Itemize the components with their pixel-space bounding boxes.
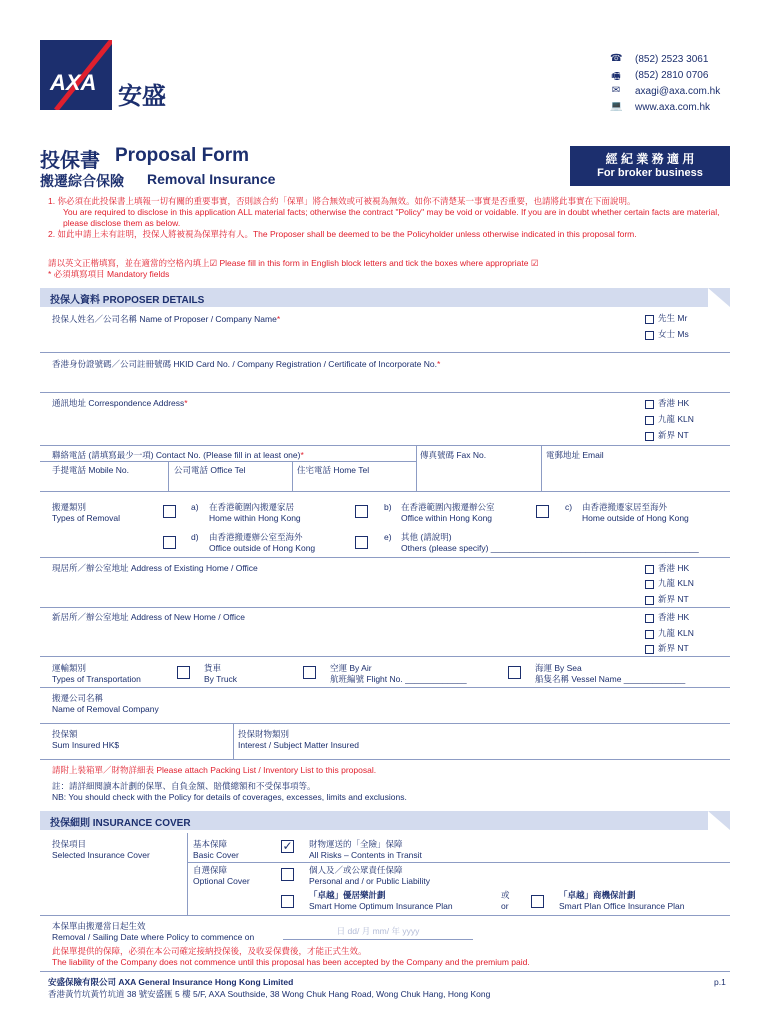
removal-d-en: Office outside of Hong Kong [209, 543, 316, 553]
divider [40, 557, 730, 558]
truck-cn: 貨車 [204, 663, 222, 673]
removal-type-cn: 搬遷類別 [52, 502, 87, 512]
transport-en: Types of Transportation [52, 674, 141, 684]
divider [40, 445, 730, 446]
page-number: p.1 [714, 977, 726, 987]
removal-company-en: Name of Removal Company [52, 704, 159, 714]
divider [40, 687, 730, 688]
addr-kln-checkbox[interactable] [645, 416, 654, 425]
divider [40, 491, 730, 492]
nb-en: NB: You should check with the Policy for details of coverages, excesses, limits and exclusions. [52, 792, 407, 802]
removal-a-en: Home within Hong Kong [209, 513, 301, 523]
optional-cover-cn: 自選保障 [193, 865, 228, 875]
removal-type-en: Types of Removal [52, 513, 121, 523]
commence-cn: 本保單由搬遷當日起生效 [52, 921, 146, 931]
existing-address-label: 現居所／辦公室地址 Address of Existing Home / Office [52, 563, 258, 573]
truck-checkbox[interactable] [177, 666, 190, 679]
existing-nt-checkbox[interactable] [645, 596, 654, 605]
removal-c-checkbox[interactable] [536, 505, 549, 518]
removal-company-cn: 搬遷公司名稱 [52, 693, 104, 703]
addr-hk-checkbox[interactable] [645, 400, 654, 409]
sea-cn: 海運 By Sea [535, 663, 582, 673]
air-cn: 空運 By Air [330, 663, 372, 673]
computer-icon: 💻 [610, 101, 623, 112]
removal-a-cn: 在香港範圍內搬遷家居 [209, 502, 295, 512]
footer-company: 安盛保險有限公司 AXA General Insurance Hong Kong Limited [48, 977, 294, 987]
divider [40, 392, 730, 393]
removal-d-cn: 由香港搬遷辦公室至海外 [209, 532, 303, 542]
nb-cn: 註：請詳細閱讀本計劃的保單、自負金額、賠償總額和不受保事項等。 [52, 781, 316, 791]
divider [187, 833, 188, 915]
mobile-label: 手提電話 Mobile No. [52, 465, 129, 475]
divider [40, 723, 730, 724]
basic-cover-cn: 基本保障 [193, 839, 228, 849]
divider [40, 656, 730, 657]
removal-d-checkbox[interactable] [163, 536, 176, 549]
note-1-cn: 1. 你必須在此投保書上填報一切有關的重要事實，否則該合約「保單」將合無效或可被視為無效。如你不清楚某一事實是否重要，也請將此事實在下面說明。 [48, 196, 636, 206]
office-plan-en: Smart Plan Office Insurance Plan [559, 901, 685, 911]
ms-label: 女士 Ms [658, 329, 689, 339]
addr-nt-checkbox[interactable] [645, 432, 654, 441]
note-2: 2. 如此申請上未有註明，投保人將被視為保單持有人。The Proposer shall be deemed to be the Policyholder unless otherwise indicated in this proposal form. [48, 229, 637, 239]
ms-checkbox[interactable] [645, 331, 654, 340]
sea-checkbox[interactable] [508, 666, 521, 679]
axa-logo [40, 40, 112, 110]
axa-logo-mark [40, 40, 112, 110]
hkid-label: 香港身份證號碼／公司註冊號碼 HKID Card No. / Company Registration / Certificate of Incorporate No.* [52, 359, 441, 369]
liability-note-cn: 此保單提供的保障，必須在本公司確定接納投保後，及收妥保費後，才能正式生效。 [52, 946, 367, 956]
title-cn: 投保書 [40, 150, 100, 172]
removal-e-cn: 其他 (請說明) [401, 532, 452, 542]
subtitle-cn: 搬遷綜合保險 [40, 173, 124, 189]
logo-text: AXA [50, 70, 97, 95]
commence-date-field[interactable]: 日 dd/ 月 mm/ 年 yyyy [283, 926, 473, 940]
home-plan-cn: 「卓越」優居樂計劃 [309, 890, 386, 900]
transport-cn: 運輸類別 [52, 663, 87, 673]
divider [168, 461, 169, 491]
existing-kln-label: 九龍 KLN [658, 578, 694, 588]
new-nt-checkbox[interactable] [645, 645, 654, 654]
mr-checkbox[interactable] [645, 315, 654, 324]
new-nt-label: 新界 NT [658, 643, 689, 653]
divider [40, 759, 730, 760]
selected-cover-en: Selected Insurance Cover [52, 850, 150, 860]
new-address-label: 新居所／辦公室地址 Address of New Home / Office [52, 612, 246, 622]
office-plan-cn: 「卓越」商機保計劃 [559, 890, 636, 900]
fax-icon: 🖷 [611, 71, 621, 82]
liability-cn: 個人及／或公眾責任保障 [309, 865, 403, 875]
divider [40, 461, 416, 462]
contact-website[interactable]: www.axa.com.hk [635, 102, 711, 113]
sum-insured-en: Sum Insured HK$ [52, 740, 120, 750]
removal-c-en: Home outside of Hong Kong [582, 513, 689, 523]
existing-hk-label: 香港 HK [658, 563, 690, 573]
all-risks-en: All Risks – Contents in Transit [309, 850, 422, 860]
removal-b-letter: b) [384, 502, 392, 512]
subtitle-en: Removal Insurance [147, 171, 276, 187]
home-plan-checkbox[interactable] [281, 895, 294, 908]
fax-label: 傳真號碼 Fax No. [420, 450, 487, 460]
addr-kln-label: 九龍 KLN [658, 414, 694, 424]
removal-e-letter: e) [384, 532, 392, 542]
title-en: Proposal Form [115, 145, 250, 166]
vessel-name-field[interactable]: 船隻名稱 Vessel Name _____________ [535, 674, 686, 684]
divider [292, 461, 293, 491]
new-kln-label: 九龍 KLN [658, 628, 694, 638]
liability-en: Personal and / or Public Liability [309, 876, 430, 886]
new-hk-checkbox[interactable] [645, 614, 654, 623]
liability-checkbox[interactable] [281, 868, 294, 881]
removal-a-checkbox[interactable] [163, 505, 176, 518]
truck-en: By Truck [204, 674, 238, 684]
home-tel-label: 住宅電話 Home Tel [297, 465, 370, 475]
proposer-section-header: 投保人資料 PROPOSER DETAILS [40, 288, 730, 307]
contact-phone: (852) 2523 3061 [635, 54, 709, 65]
sum-insured-cn: 投保額 [52, 729, 78, 739]
existing-nt-label: 新界 NT [658, 594, 689, 604]
note-1-en: You are required to disclose in this application ALL material facts; otherwise the contract "Policy" may be void or voidable. If you are in doubt whether certain facts are material, please disclose them as below. [63, 207, 720, 228]
mandatory-note: * 必須填寫項目 Mandatory fields [48, 269, 170, 279]
insurance-cover-section-header: 投保細則 INSURANCE COVER [40, 811, 730, 830]
divider [233, 723, 234, 759]
air-checkbox[interactable] [303, 666, 316, 679]
correspondence-address-label: 通訊地址 Correspondence Address* [52, 398, 188, 408]
divider [40, 915, 730, 916]
email-label: 電郵地址 Email [546, 450, 604, 460]
or-cn: 或 [501, 890, 510, 900]
email-icon: ✉ [611, 85, 621, 96]
contact-fax: (852) 2810 0706 [635, 70, 709, 81]
removal-b-cn: 在香港範圍內搬遷辦公室 [401, 502, 495, 512]
contact-email[interactable]: axagi@axa.com.hk [635, 86, 721, 97]
removal-a-letter: a) [191, 502, 199, 512]
contact-no-label: 聯絡電話 (請填寫最少一項) Contact No. (Please fill in at least one)* [52, 450, 304, 460]
fill-in-note: 請以英文正楷填寫，並在適當的空格內填上☑ Please fill in this form in English block letters and tick the boxes where appropriate ☑ [48, 258, 539, 268]
brand-name-cn: 安盛 [118, 82, 166, 110]
removal-b-en: Office within Hong Kong [401, 513, 493, 523]
divider [416, 446, 417, 491]
flight-no-field[interactable]: 航班編號 Flight No. _____________ [330, 674, 467, 684]
mr-label: 先生 Mr [658, 313, 688, 323]
divider [187, 862, 730, 863]
home-plan-en: Smart Home Optimum Insurance Plan [309, 901, 453, 911]
or-en: or [501, 901, 509, 911]
footer-address: 香港黃竹坑黃竹坑道 38 號安盛匯 5 樓 5/F, AXA Southside, 38 Wong Chuk Hang Road, Wong Chuk Hang, Hong Kong [48, 989, 491, 999]
existing-kln-checkbox[interactable] [645, 580, 654, 589]
removal-e-en[interactable]: Others (please specify) ____________________________________________ [401, 543, 699, 553]
office-tel-label: 公司電話 Office Tel [174, 465, 246, 475]
office-plan-checkbox[interactable] [531, 895, 544, 908]
removal-e-checkbox[interactable] [355, 536, 368, 549]
new-hk-label: 香港 HK [658, 612, 690, 622]
divider [40, 971, 730, 972]
packing-list-note: 請附上裝箱單／財物詳細表 Please attach Packing List / Inventory List to this proposal. [52, 765, 377, 775]
basic-cover-en: Basic Cover [193, 850, 239, 860]
existing-hk-checkbox[interactable] [645, 565, 654, 574]
new-kln-checkbox[interactable] [645, 630, 654, 639]
phone-icon: ☎ [610, 53, 623, 64]
selected-cover-cn: 投保項目 [52, 839, 87, 849]
commence-en: Removal / Sailing Date where Policy to commence on [52, 932, 255, 942]
removal-c-letter: c) [565, 502, 573, 512]
proposer-name-label: 投保人姓名／公司名稱 Name of Proposer / Company Name* [52, 314, 281, 324]
addr-hk-label: 香港 HK [658, 398, 690, 408]
addr-nt-label: 新界 NT [658, 430, 689, 440]
broker-cn: 經 紀 業 務 適 用 [605, 152, 695, 166]
divider [40, 607, 730, 608]
interest-cn: 投保財物類別 [238, 729, 290, 739]
all-risks-checkbox[interactable]: ✓ [282, 839, 293, 853]
removal-b-checkbox[interactable] [355, 505, 368, 518]
removal-c-cn: 由香港搬遷家居至海外 [582, 502, 668, 512]
removal-d-letter: d) [191, 532, 199, 542]
divider [40, 352, 730, 353]
all-risks-cn: 財物運送的「全險」保障 [309, 839, 403, 849]
interest-en: Interest / Subject Matter Insured [238, 740, 359, 750]
divider [541, 446, 542, 491]
broker-en: For broker business [597, 167, 703, 179]
liability-note-en: The liability of the Company does not commence until this proposal has been accepted by the Company and the premium paid. [52, 957, 530, 967]
optional-cover-en: Optional Cover [193, 876, 250, 886]
broker-box [570, 146, 730, 186]
